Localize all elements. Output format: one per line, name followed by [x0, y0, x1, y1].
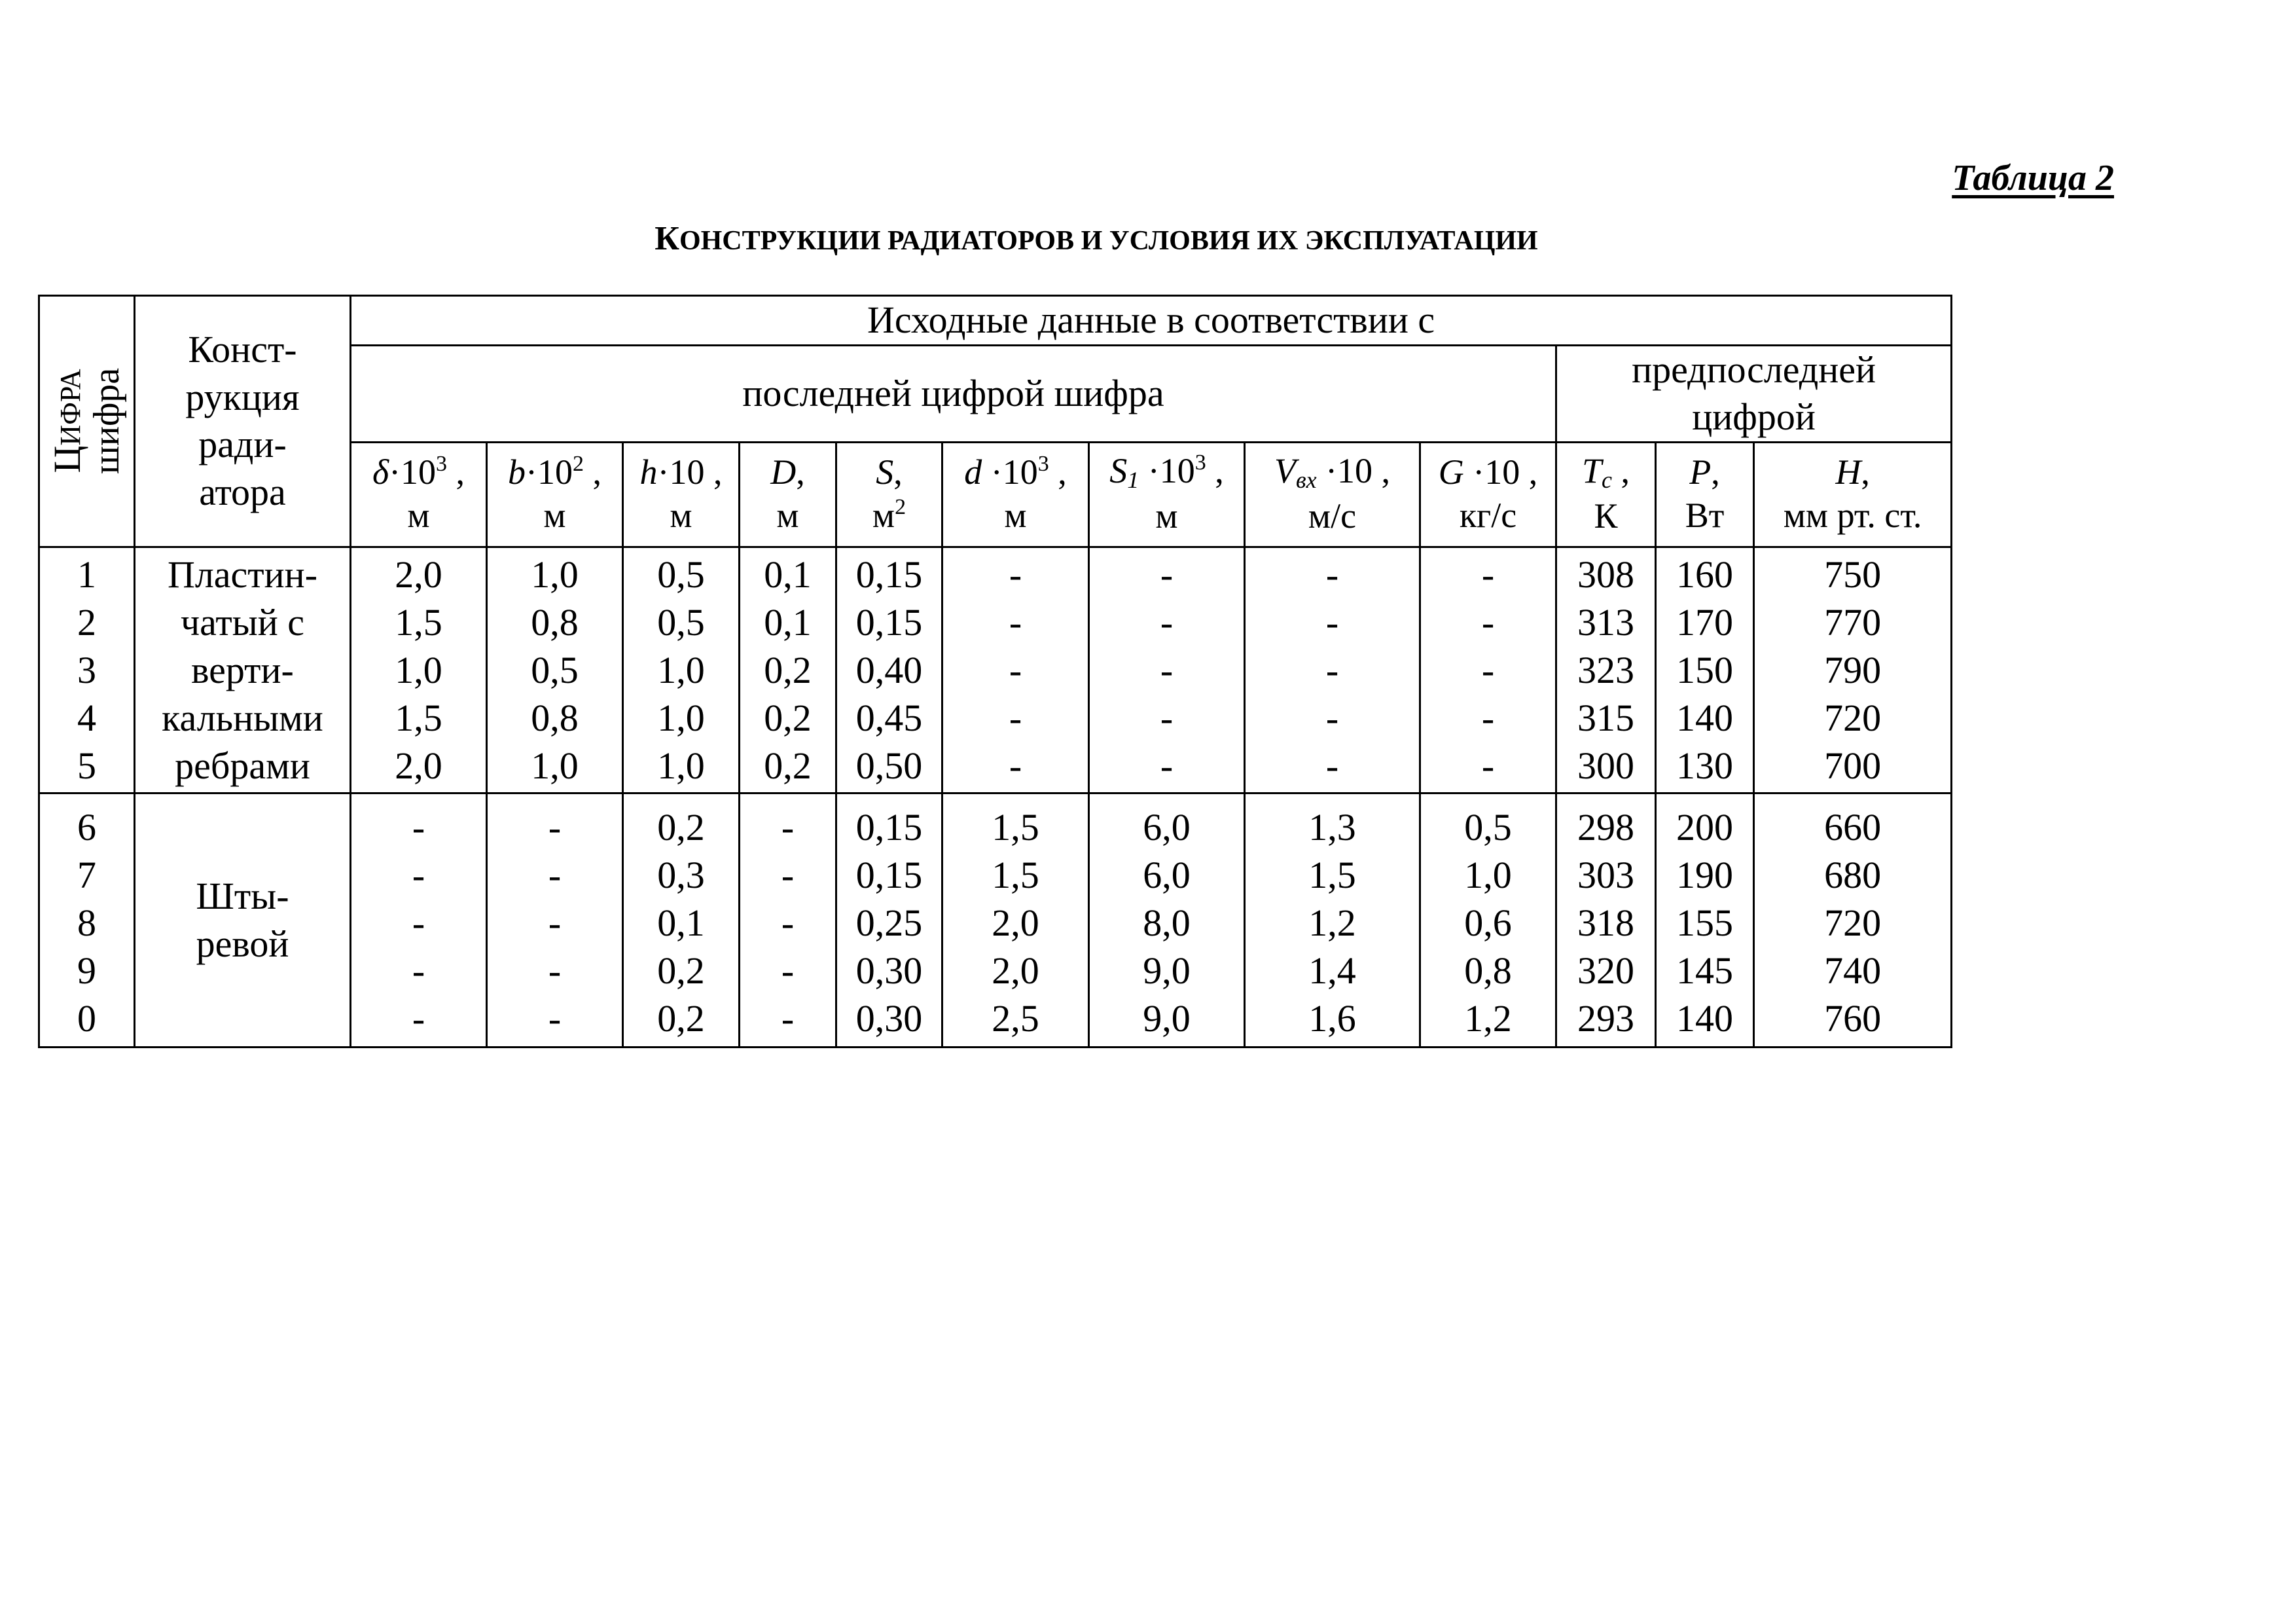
- cell-value: -: [781, 949, 795, 992]
- cell-value: 0: [77, 996, 96, 1040]
- cell-value: 2,0: [992, 949, 1039, 992]
- cell-value: ·10: [1139, 451, 1195, 491]
- cell-value: 0,5: [531, 648, 579, 691]
- param-D: [740, 442, 836, 547]
- param-symbol: [1755, 451, 1950, 494]
- group-digits: [39, 793, 135, 1047]
- cell-value: 130: [1676, 744, 1733, 787]
- cell-value: ,: [1612, 451, 1630, 491]
- cell-value: 0,5: [657, 600, 705, 644]
- value-column: [740, 793, 836, 1047]
- header-cipher-rest: ИФРА: [54, 369, 86, 446]
- value-column: [351, 547, 487, 793]
- cell-value: 1: [77, 553, 96, 596]
- param-unit: м: [543, 495, 566, 535]
- cell-value: 320: [1577, 949, 1634, 992]
- value-column: [1089, 793, 1245, 1047]
- param-unit: м/с: [1308, 496, 1357, 536]
- cell-value: S: [1109, 451, 1128, 491]
- param-unit: м: [670, 495, 692, 535]
- cell-value: ·10: [657, 452, 705, 492]
- header-construction-line: ради-: [198, 423, 287, 466]
- cell-value: 6,0: [1143, 805, 1191, 848]
- cell-value: 0,3: [657, 853, 705, 896]
- cell-value: 160: [1676, 553, 1733, 596]
- group-pin: [39, 793, 1952, 1047]
- cell-value: -: [1481, 648, 1495, 691]
- param-h: [623, 442, 740, 547]
- cell-value: ,: [893, 452, 903, 492]
- cell-value: 140: [1676, 696, 1733, 739]
- cell-value: ,: [1711, 452, 1720, 492]
- cell-value: 1,0: [657, 696, 705, 739]
- cell-value: 5: [77, 744, 96, 787]
- param-d: [942, 442, 1089, 547]
- cell-value: 0,2: [657, 805, 705, 848]
- cell-value: 2,0: [992, 901, 1039, 944]
- cell-value: 1,2: [1308, 901, 1356, 944]
- cell-value: -: [781, 805, 795, 848]
- header-construction-line: Конст-: [188, 328, 297, 371]
- cell-value: -: [1160, 696, 1174, 739]
- cell-value: 145: [1676, 949, 1733, 992]
- header-penultimate-line: предпоследней: [1632, 348, 1876, 391]
- cell-value: 7: [77, 853, 96, 896]
- value-column: [1754, 793, 1952, 1047]
- cell-value: 760: [1824, 996, 1882, 1040]
- group-construction: [135, 547, 351, 793]
- value-column: [1754, 547, 1952, 793]
- param-unit: кг/с: [1459, 495, 1517, 535]
- cell-value: 1: [1127, 467, 1139, 494]
- radiator-table: [38, 295, 1952, 1048]
- cell-value: ·10: [526, 452, 573, 492]
- table-label: Таблица 2: [1952, 158, 2114, 198]
- cell-value: 0,6: [1464, 901, 1512, 944]
- value-column: [1245, 793, 1420, 1047]
- cell-value: Шты-: [196, 875, 289, 917]
- document-title: [0, 219, 2193, 258]
- cell-value: 1,5: [395, 696, 442, 739]
- cell-value: -: [1325, 696, 1339, 739]
- cell-value: 0,1: [657, 901, 705, 944]
- title-first-letter: К: [655, 220, 679, 257]
- cell-value: -: [1481, 744, 1495, 787]
- cell-value: 0,2: [764, 648, 812, 691]
- value-column: [623, 547, 740, 793]
- cell-value: 740: [1824, 949, 1882, 992]
- cell-value: 9,0: [1143, 996, 1191, 1040]
- cell-value: 0,15: [855, 853, 923, 896]
- param-H: [1754, 442, 1952, 547]
- cell-value: 2,5: [992, 996, 1039, 1040]
- cell-value: 1,4: [1308, 949, 1356, 992]
- cell-value: S: [876, 452, 894, 492]
- header-penultimate-digit: [1556, 345, 1952, 442]
- cell-value: 200: [1676, 805, 1733, 848]
- cell-value: -: [1009, 648, 1022, 691]
- value-column: [487, 793, 623, 1047]
- cell-value: G: [1438, 452, 1464, 492]
- cell-value: h: [639, 452, 658, 492]
- header-source-data: Исходные данные в соответствии с: [351, 296, 1952, 346]
- param-unit: м: [776, 495, 799, 535]
- cell-value: 6,0: [1143, 853, 1191, 896]
- cell-value: 6: [77, 805, 96, 848]
- group-plate: [39, 547, 1952, 793]
- cell-value: -: [548, 901, 562, 944]
- cell-value: 0,30: [855, 949, 923, 992]
- cell-value: -: [412, 853, 425, 896]
- cell-value: ·10: [1463, 452, 1520, 492]
- cell-value: чатый с: [180, 600, 304, 644]
- cell-value: ,: [1520, 452, 1538, 492]
- param-unit: Вт: [1685, 495, 1725, 535]
- cell-value: ,: [1206, 451, 1224, 491]
- header-cipher-line2: шифра: [86, 368, 127, 475]
- cell-value: 0,1: [764, 600, 812, 644]
- cell-value: -: [1325, 744, 1339, 787]
- cell-value: 2: [77, 600, 96, 644]
- cell-value: -: [548, 805, 562, 848]
- cell-value: 308: [1577, 553, 1634, 596]
- cell-value: c: [1602, 467, 1613, 494]
- cell-value: ,: [1372, 451, 1391, 491]
- cell-value: 750: [1824, 553, 1882, 596]
- cell-value: 303: [1577, 853, 1634, 896]
- cell-value: кальными: [162, 696, 323, 739]
- cell-value: ребрами: [175, 744, 310, 787]
- cell-value: 170: [1676, 600, 1733, 644]
- header-cipher-digit: [39, 296, 135, 547]
- cell-value: 0,1: [764, 553, 812, 596]
- param-symbol: [624, 451, 738, 494]
- param-symbol: [1421, 451, 1555, 494]
- param-Tc: [1556, 442, 1656, 547]
- cell-value: H: [1835, 452, 1861, 492]
- param-unit: м: [407, 495, 430, 535]
- cell-value: 2,0: [395, 744, 442, 787]
- param-symbol: [1657, 451, 1753, 494]
- cell-value: -: [1481, 600, 1495, 644]
- cell-value: м: [872, 495, 895, 535]
- param-unit: [837, 494, 941, 538]
- header-row-1: [39, 296, 1952, 346]
- cell-value: вх: [1295, 467, 1317, 494]
- cell-value: 1,0: [531, 744, 579, 787]
- param-symbol: [837, 451, 941, 494]
- cell-value: 1,0: [395, 648, 442, 691]
- cell-value: 720: [1824, 901, 1882, 944]
- cell-value: 0,15: [855, 553, 923, 596]
- cell-value: 2: [572, 451, 584, 476]
- cell-value: 313: [1577, 600, 1634, 644]
- cell-value: 323: [1577, 648, 1634, 691]
- cell-value: 680: [1824, 853, 1882, 896]
- value-column: [1656, 793, 1754, 1047]
- cell-value: 140: [1676, 996, 1733, 1040]
- cell-value: ,: [796, 452, 805, 492]
- param-P: [1656, 442, 1754, 547]
- cell-value: -: [1325, 648, 1339, 691]
- value-column: [623, 793, 740, 1047]
- cell-value: 1,5: [395, 600, 442, 644]
- value-column: [942, 793, 1089, 1047]
- cell-value: ревой: [196, 922, 289, 965]
- param-symbol: [740, 451, 835, 494]
- cell-value: -: [412, 805, 425, 848]
- value-column: [1420, 547, 1556, 793]
- param-unit: м: [1004, 495, 1027, 535]
- cell-value: ,: [583, 452, 601, 492]
- cell-value: -: [548, 853, 562, 896]
- value-column: [1656, 547, 1754, 793]
- param-symbol: [488, 451, 622, 494]
- param-G: [1420, 442, 1556, 547]
- cell-value: 0,30: [855, 996, 923, 1040]
- value-column: [1556, 793, 1656, 1047]
- cell-value: 0,40: [855, 648, 923, 691]
- header-penultimate-line: цифрой: [1692, 395, 1816, 438]
- cell-value: -: [412, 901, 425, 944]
- cell-value: 1,0: [1464, 853, 1512, 896]
- cell-value: ,: [704, 452, 723, 492]
- cell-value: b: [508, 452, 526, 492]
- cell-value: -: [1009, 744, 1022, 787]
- value-column: [1245, 547, 1420, 793]
- cell-value: 1,2: [1464, 996, 1512, 1040]
- cell-value: 700: [1824, 744, 1882, 787]
- cell-value: d: [964, 452, 982, 492]
- cell-value: -: [1325, 600, 1339, 644]
- cell-value: 660: [1824, 805, 1882, 848]
- cell-value: ·10: [982, 452, 1038, 492]
- cell-value: 1,0: [657, 648, 705, 691]
- cell-value: -: [1481, 553, 1495, 596]
- cell-value: 293: [1577, 996, 1634, 1040]
- param-symbol: [1090, 450, 1244, 494]
- cell-value: D: [770, 452, 797, 492]
- cell-value: 0,2: [764, 696, 812, 739]
- cell-value: -: [1160, 600, 1174, 644]
- header-construction-line: рукция: [185, 375, 300, 418]
- cell-value: ·10: [1316, 451, 1373, 491]
- cell-value: -: [1481, 696, 1495, 739]
- cell-value: 0,8: [1464, 949, 1512, 992]
- cell-value: 150: [1676, 648, 1733, 691]
- cell-value: 1,0: [531, 553, 579, 596]
- cell-value: 300: [1577, 744, 1634, 787]
- cell-value: 1,6: [1308, 996, 1356, 1040]
- cell-value: ,: [1861, 452, 1870, 492]
- cell-value: 0,8: [531, 696, 579, 739]
- value-column: [351, 793, 487, 1047]
- cell-value: -: [1325, 553, 1339, 596]
- param-S: [836, 442, 942, 547]
- cell-value: -: [781, 853, 795, 896]
- cell-value: -: [412, 949, 425, 992]
- cell-value: 0,15: [855, 600, 923, 644]
- cell-value: Пластин-: [167, 553, 318, 596]
- param-Vvx: [1245, 442, 1420, 547]
- cell-value: -: [548, 996, 562, 1040]
- cell-value: 298: [1577, 805, 1634, 848]
- cell-value: -: [1160, 648, 1174, 691]
- cell-value: 790: [1824, 648, 1882, 691]
- cell-value: 770: [1824, 600, 1882, 644]
- cell-value: 8: [77, 901, 96, 944]
- cell-value: ·10: [389, 452, 437, 492]
- cell-value: 720: [1824, 696, 1882, 739]
- group-construction: [135, 793, 351, 1047]
- cell-value: 1,5: [992, 853, 1039, 896]
- cell-value: 4: [77, 696, 96, 739]
- param-symbol: [943, 451, 1088, 494]
- param-symbol: [1557, 450, 1655, 494]
- cell-value: 8,0: [1143, 901, 1191, 944]
- cell-value: ,: [447, 452, 465, 492]
- cell-value: -: [781, 901, 795, 944]
- cell-value: 0,8: [531, 600, 579, 644]
- cell-value: 3: [1037, 451, 1049, 476]
- value-column: [836, 793, 942, 1047]
- cell-value: 318: [1577, 901, 1634, 944]
- param-unit: мм рт. ст.: [1783, 495, 1922, 535]
- cell-value: -: [1009, 696, 1022, 739]
- cell-value: -: [1160, 744, 1174, 787]
- cell-value: 2,0: [395, 553, 442, 596]
- cell-value: 3: [1194, 450, 1206, 475]
- value-column: [487, 547, 623, 793]
- cell-value: δ: [372, 452, 389, 492]
- cell-value: -: [1009, 553, 1022, 596]
- cell-value: 0,5: [657, 553, 705, 596]
- cell-value: -: [781, 996, 795, 1040]
- title-rest: ОНСТРУКЦИИ РАДИАТОРОВ И УСЛОВИЯ ИХ ЭКСПЛУАТАЦИИ: [679, 226, 1538, 256]
- cell-value: 1,5: [992, 805, 1039, 848]
- cell-value: -: [1009, 600, 1022, 644]
- value-column: [836, 547, 942, 793]
- header-construction-line: атора: [199, 470, 286, 513]
- cell-value: 0,25: [855, 901, 923, 944]
- param-symbol: [351, 451, 486, 494]
- cell-value: 190: [1676, 853, 1733, 896]
- cell-value: -: [412, 996, 425, 1040]
- cell-value: 0,50: [855, 744, 923, 787]
- cell-value: 0,5: [1464, 805, 1512, 848]
- cell-value: 9: [77, 949, 96, 992]
- cell-value: 3: [77, 648, 96, 691]
- param-delta: [351, 442, 487, 547]
- header-last-digit: последней цифрой шифра: [351, 345, 1556, 442]
- cell-value: 0,15: [855, 805, 923, 848]
- cell-value: T: [1581, 451, 1602, 491]
- cell-value: -: [1160, 553, 1174, 596]
- cell-value: 155: [1676, 901, 1733, 944]
- cell-value: 0,45: [855, 696, 923, 739]
- cell-value: V: [1274, 451, 1296, 491]
- cell-value: 9,0: [1143, 949, 1191, 992]
- value-column: [1089, 547, 1245, 793]
- cell-value: ,: [1049, 452, 1067, 492]
- cell-value: 315: [1577, 696, 1634, 739]
- header-cipher-cap: Ц: [45, 445, 88, 473]
- cell-value: 1,5: [1308, 853, 1356, 896]
- cell-value: P: [1689, 452, 1712, 492]
- param-S1: [1089, 442, 1245, 547]
- value-column: [942, 547, 1089, 793]
- param-unit: К: [1594, 496, 1618, 536]
- param-unit: м: [1155, 496, 1178, 536]
- header-construction: [135, 296, 351, 547]
- cell-value: 0,2: [764, 744, 812, 787]
- cell-value: 0,2: [657, 949, 705, 992]
- cell-value: -: [548, 949, 562, 992]
- cell-value: 3: [436, 451, 448, 476]
- param-symbol: [1246, 450, 1419, 494]
- cell-value: верти-: [191, 648, 294, 691]
- cell-value: 0,2: [657, 996, 705, 1040]
- param-b: [487, 442, 623, 547]
- cell-value: 2: [895, 494, 906, 519]
- value-column: [740, 547, 836, 793]
- group-digits: [39, 547, 135, 793]
- cell-value: 1,3: [1308, 805, 1356, 848]
- value-column: [1420, 793, 1556, 1047]
- cell-value: 1,0: [657, 744, 705, 787]
- value-column: [1556, 547, 1656, 793]
